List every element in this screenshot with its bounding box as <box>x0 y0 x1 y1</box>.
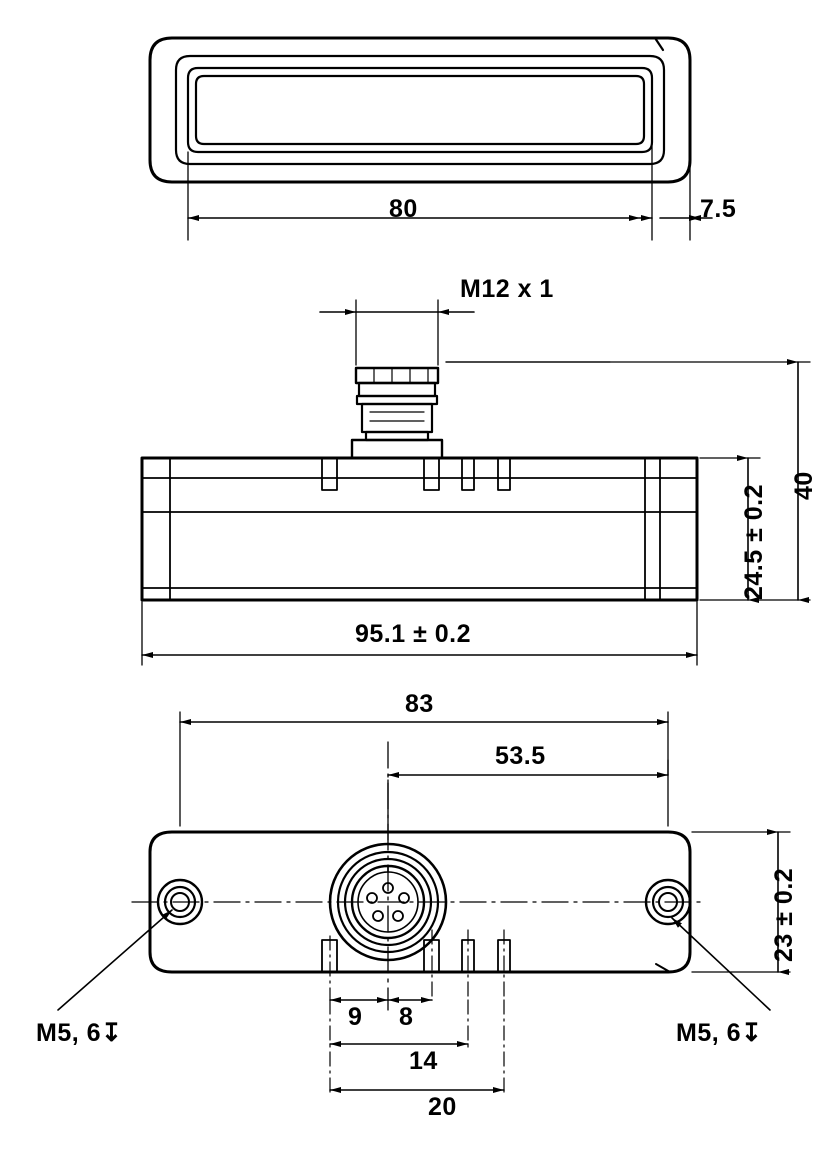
thread-callout-right-text: M5, 6 <box>676 1019 742 1047</box>
front-view-housing <box>142 458 697 600</box>
dim-connector-thread: M12 x 1 <box>460 275 554 303</box>
dim-slot-b: 8 <box>399 1003 414 1031</box>
dim-top-edge-offset: 7.5 <box>700 195 737 223</box>
dim-slot-c: 14 <box>409 1047 438 1075</box>
thread-callout-left-text: M5, 6 <box>36 1019 102 1047</box>
dim-slot-d: 20 <box>428 1093 457 1121</box>
dim-overall-height: 40 <box>790 471 818 500</box>
thread-callout-right <box>676 1018 762 1048</box>
dim-top-length: 80 <box>389 195 418 223</box>
dim-overall-length: 95.1 ± 0.2 <box>355 620 472 648</box>
dim-slot-a: 9 <box>348 1003 363 1031</box>
depth-symbol-icon: ↧ <box>101 1019 123 1047</box>
dim-body-height: 24.5 ± 0.2 <box>740 483 768 600</box>
depth-symbol-icon-right: ↧ <box>741 1019 763 1047</box>
dim-bottom-height: 23 ± 0.2 <box>770 867 798 962</box>
front-view-body <box>352 368 442 458</box>
dim-hole-spacing: 53.5 <box>495 742 546 770</box>
thread-callout-left <box>36 1018 122 1048</box>
top-view-outline <box>150 38 690 182</box>
dim-bottom-width: 83 <box>405 690 434 718</box>
